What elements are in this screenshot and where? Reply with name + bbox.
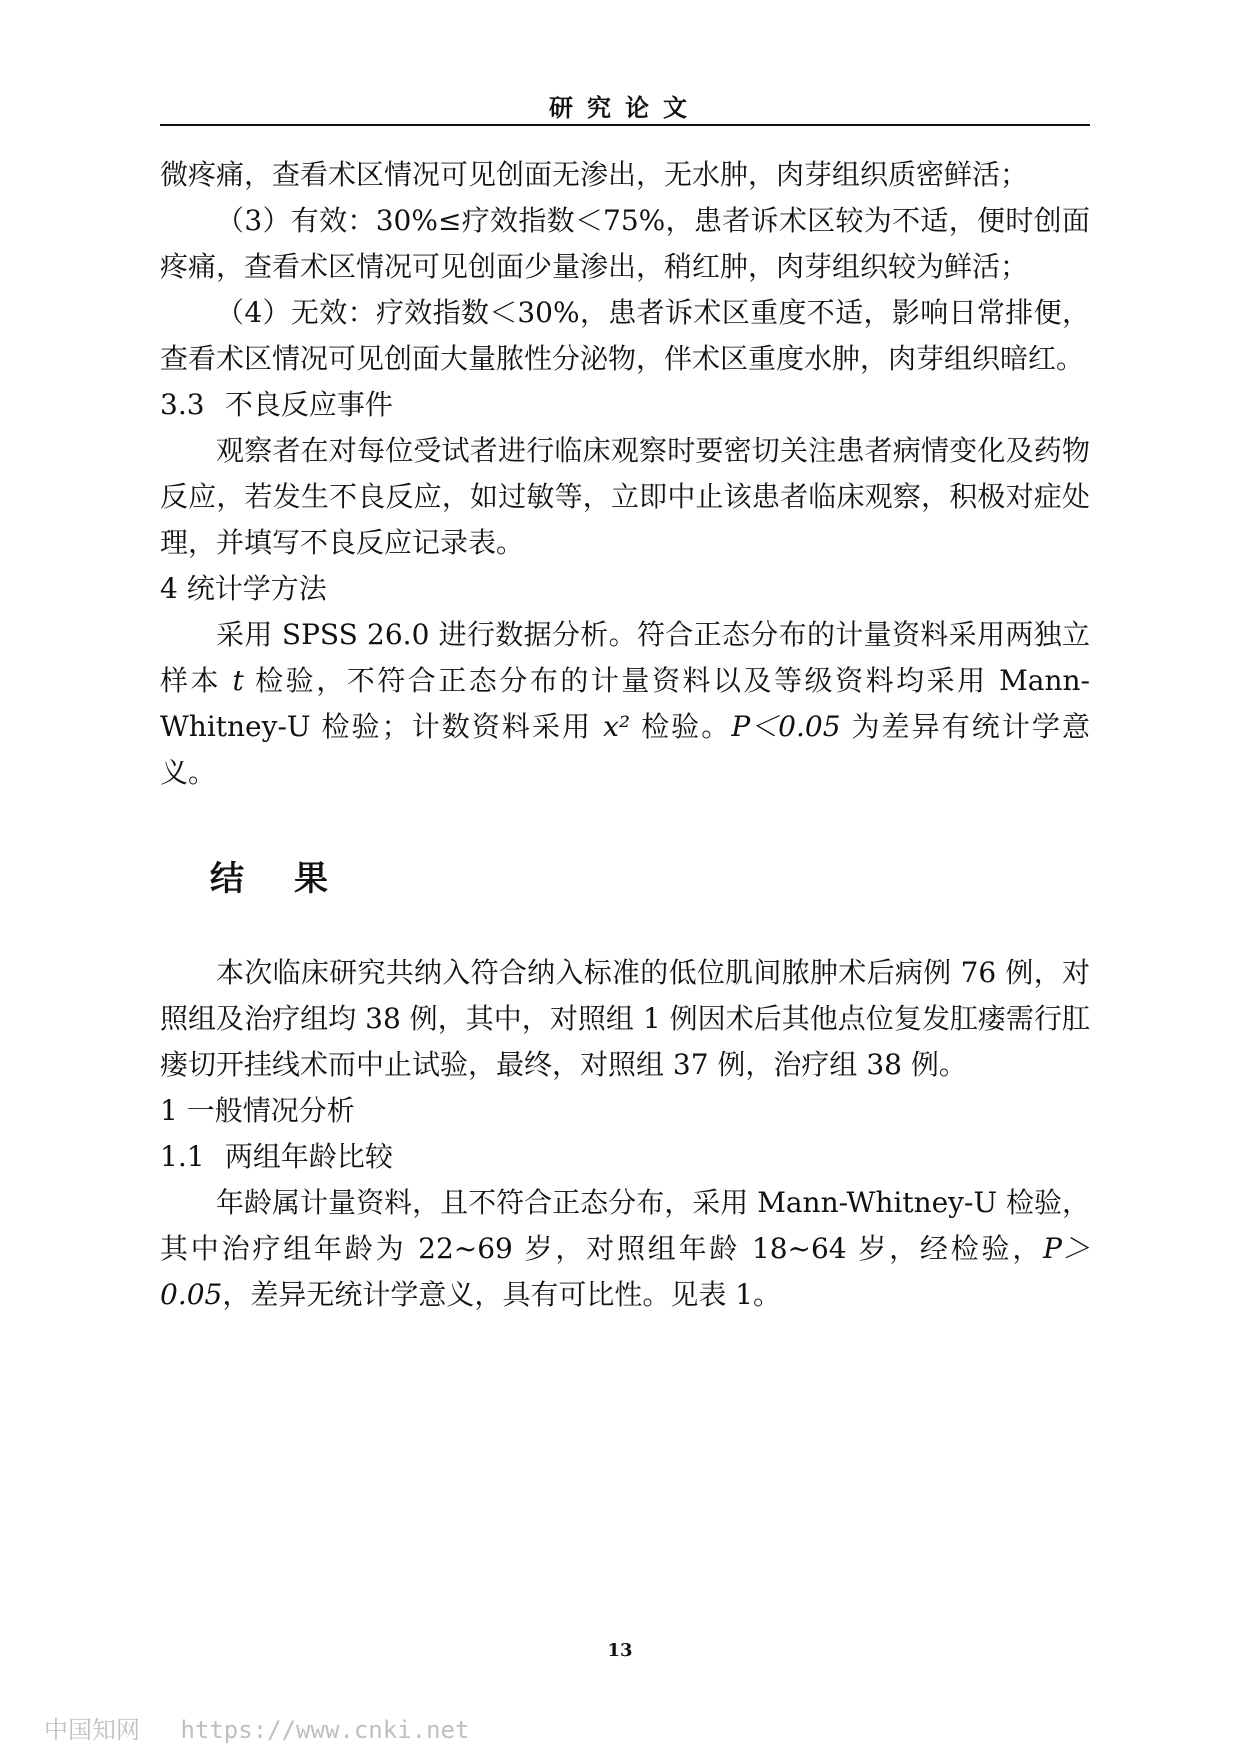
text-run: 年龄属计量资料，且不符合正态分布，采用 Mann-Whitney-U 检验，其中治疗组年龄为 22~69 岁，对照组年龄 18~64 岁，经检验， bbox=[160, 1186, 1090, 1265]
heading-text: 不良反应事件 bbox=[224, 388, 393, 421]
paragraph-enrollment: 本次临床研究共纳入符合纳入标准的低位肌间脓肿术后病例 76 例，对照组及治疗组均 38 例，其中，对照组 1 例因术后其他点位复发肛瘘需行肛瘘切开挂线术而中止试验，最终，对照组 37 例，治疗组 38 例。 bbox=[160, 956, 1090, 1081]
heading-number: 1.1 bbox=[160, 1140, 205, 1173]
text-run: 采用 SPSS 26.0 进行数据分析。符合正态分布的计量资料采用两独立样本 bbox=[160, 618, 1090, 697]
paragraph-grade-ineffective: （4）无效：疗效指数＜30%，患者诉术区重度不适，影响日常排便，查看术区情况可见创面大量脓性分泌物，伴术区重度水肿，肉芽组织暗红。 bbox=[160, 296, 1090, 375]
italic-t: t bbox=[232, 664, 244, 697]
heading-4: 4 统计学方法 bbox=[160, 572, 327, 605]
heading-1: 1 一般情况分析 bbox=[160, 1094, 355, 1127]
body-text bbox=[160, 152, 1090, 1318]
heading-3-3 bbox=[160, 382, 1090, 428]
text-run: 检验。 bbox=[630, 710, 732, 743]
italic-p-value: P＞0.05 bbox=[160, 1232, 1090, 1311]
paragraph-age-comparison bbox=[160, 1180, 1090, 1318]
page-number: 13 bbox=[607, 1640, 633, 1661]
paragraph-adverse-events: 观察者在对每位受试者进行临床观察时要密切关注患者病情变化及药物反应，若发生不良反应，如过敏等，立即中止该患者临床观察，积极对症处理，并填写不良反应记录表。 bbox=[160, 434, 1090, 559]
text-run: 为差异有统计学意义。 bbox=[160, 710, 1090, 789]
header-rule bbox=[160, 124, 1090, 126]
running-header: 研究论文 bbox=[549, 93, 701, 122]
text-run: ，差异无统计学意义，具有可比性。见表 1。 bbox=[222, 1278, 782, 1311]
heading-number: 3.3 bbox=[160, 388, 205, 421]
watermark-url: https://www.cnki.net bbox=[180, 1716, 470, 1744]
section-title-results: 结果 bbox=[210, 859, 378, 899]
watermark-cn: 中国知网 bbox=[44, 1716, 140, 1744]
paragraph-statistics bbox=[160, 612, 1090, 796]
heading-text: 两组年龄比较 bbox=[224, 1140, 393, 1173]
italic-p-value: P＜0.05 bbox=[731, 710, 841, 743]
italic-chi-square: x² bbox=[603, 710, 631, 743]
paragraph-grade-2-end: 微疼痛，查看术区情况可见创面无渗出，无水肿，肉芽组织质密鲜活； bbox=[160, 158, 1029, 191]
paragraph-grade-effective: （3）有效：30%≤疗效指数＜75%，患者诉术区较为不适，便时创面疼痛，查看术区情况可见创面少量渗出，稍红肿，肉芽组织较为鲜活； bbox=[160, 204, 1090, 283]
heading-1-1 bbox=[160, 1134, 1090, 1180]
text-run: 检验，不符合正态分布的计量资料以及等级资料均采用 Mann-Whitney-U 检验；计数资料采用 bbox=[160, 664, 1090, 743]
cnki-watermark bbox=[44, 1710, 495, 1745]
